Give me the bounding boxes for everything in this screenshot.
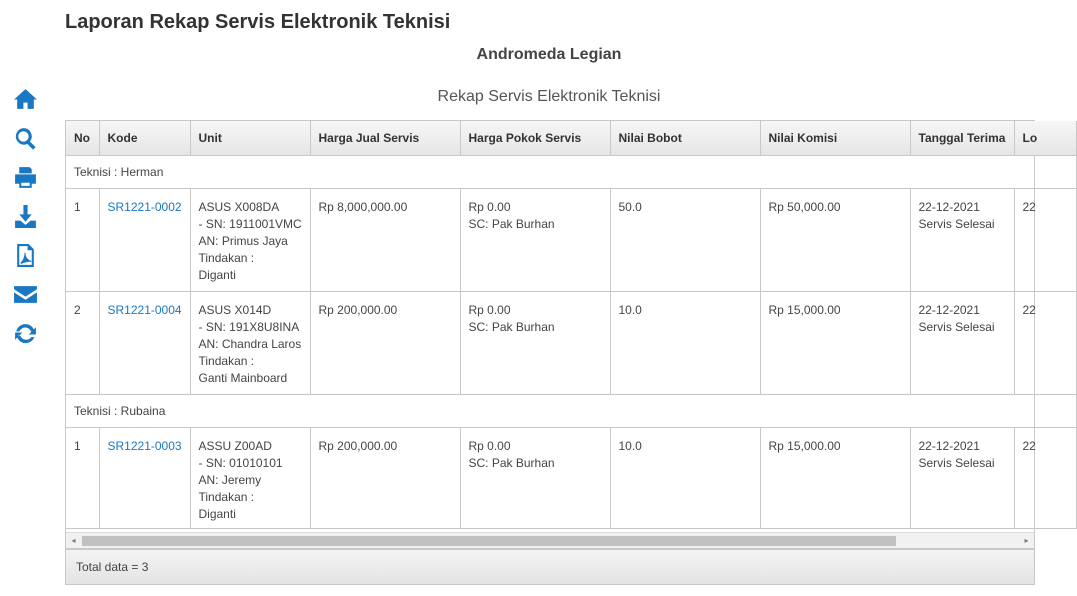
email-button[interactable] [10, 275, 40, 314]
tanggal-value: 22-12-2021 [918, 303, 980, 317]
col-header-harga-jual[interactable]: Harga Jual Servis [310, 121, 460, 156]
col-header-tanggal-terima[interactable]: Tanggal Terima [910, 121, 1014, 156]
cell-harga-pokok [460, 428, 610, 529]
harga-pokok-value: Rp 0.00 [468, 303, 511, 317]
cell-harga-pokok [460, 292, 610, 395]
cell-tanggal-terima [910, 292, 1014, 395]
group-row-herman [66, 156, 1076, 189]
group-row-rubaina [66, 395, 1076, 428]
harga-pokok-value: Rp 0.00 [468, 439, 511, 453]
horizontal-scrollbar[interactable] [66, 532, 1034, 548]
col-header-no[interactable]: No [66, 121, 99, 156]
group-label: Teknisi : Herman [66, 156, 1076, 189]
cell-kode [99, 292, 190, 395]
unit-owner: AN: Chandra Laros [198, 337, 302, 351]
cell-unit [190, 292, 310, 395]
cell-lo: 22 [1014, 292, 1076, 395]
home-button[interactable] [10, 80, 40, 119]
harga-pokok-value: Rp 0.00 [468, 200, 511, 214]
service-code-link[interactable]: SR1221-0002 [107, 200, 182, 214]
unit-action: Ganti Mainboard [198, 371, 288, 385]
cell-harga-jual: Rp 200,000.00 [310, 428, 460, 529]
scroll-right-icon[interactable]: ▸ [1024, 536, 1029, 545]
page-title: Laporan Rekap Servis Elektronik Teknisi [65, 11, 451, 33]
unit-model: ASSU Z00AD [198, 439, 272, 453]
download-icon [13, 204, 38, 229]
unit-serial: - SN: 1911001VMC [198, 217, 302, 231]
company-name: Andromeda Legian [476, 46, 622, 63]
cell-harga-jual: Rp 8,000,000.00 [310, 189, 460, 292]
side-toolbar [10, 80, 40, 353]
table-row [66, 292, 1076, 395]
col-header-nilai-bobot[interactable]: Nilai Bobot [610, 121, 760, 156]
refresh-button[interactable] [10, 314, 40, 353]
report-table [66, 121, 1077, 529]
report-title: Rekap Servis Elektronik Teknisi [437, 88, 661, 105]
unit-serial: - SN: 191X8U8INA [198, 320, 300, 334]
unit-serial: - SN: 01010101 [198, 456, 283, 470]
unit-owner: AN: Primus Jaya [198, 234, 288, 248]
harga-pokok-sc: SC: Pak Burhan [468, 217, 555, 231]
unit-action: Diganti [198, 507, 236, 521]
unit-owner: AN: Jeremy [198, 473, 262, 487]
unit-model: ASUS X014D [198, 303, 272, 317]
cell-tanggal-terima [910, 189, 1014, 292]
cell-harga-pokok [460, 189, 610, 292]
print-icon [13, 165, 38, 190]
status-value: Servis Selesai [918, 217, 995, 231]
cell-unit [190, 428, 310, 529]
cell-no: 2 [66, 292, 99, 395]
header-row [66, 121, 1076, 156]
refresh-icon [13, 321, 38, 346]
scroll-left-icon[interactable]: ◂ [71, 536, 76, 545]
harga-pokok-sc: SC: Pak Burhan [468, 456, 555, 470]
pdf-button[interactable] [10, 236, 40, 275]
cell-nilai-komisi: Rp 50,000.00 [760, 189, 910, 292]
status-value: Servis Selesai [918, 320, 995, 334]
unit-action-label: Tindakan : [198, 251, 255, 265]
cell-nilai-bobot: 10.0 [610, 428, 760, 529]
tanggal-value: 22-12-2021 [918, 200, 980, 214]
table-row [66, 189, 1076, 292]
home-icon [13, 87, 38, 112]
service-code-link[interactable]: SR1221-0003 [107, 439, 182, 453]
unit-model: ASUS X008DA [198, 200, 280, 214]
print-button[interactable] [10, 158, 40, 197]
cell-nilai-komisi: Rp 15,000.00 [760, 428, 910, 529]
cell-lo: 22 [1014, 189, 1076, 292]
cell-nilai-bobot: 50.0 [610, 189, 760, 292]
cell-lo: 22 [1014, 428, 1076, 529]
grid-footer [65, 549, 1035, 585]
cell-kode [99, 189, 190, 292]
search-icon [13, 126, 38, 151]
cell-nilai-komisi: Rp 15,000.00 [760, 292, 910, 395]
table-row [66, 428, 1076, 529]
unit-action: Diganti [198, 268, 236, 282]
status-value: Servis Selesai [918, 456, 995, 470]
pdf-icon [13, 243, 38, 268]
download-button[interactable] [10, 197, 40, 236]
col-header-lo[interactable]: Lo [1014, 121, 1076, 156]
cell-tanggal-terima [910, 428, 1014, 529]
unit-action-label: Tindakan : [198, 490, 255, 504]
col-header-unit[interactable]: Unit [190, 121, 310, 156]
service-code-link[interactable]: SR1221-0004 [107, 303, 182, 317]
cell-harga-jual: Rp 200,000.00 [310, 292, 460, 395]
col-header-kode[interactable]: Kode [99, 121, 190, 156]
report-grid [65, 120, 1038, 549]
cell-kode [99, 428, 190, 529]
col-header-harga-pokok[interactable]: Harga Pokok Servis [460, 121, 610, 156]
total-data-label: Total data = 3 [76, 560, 149, 574]
cell-unit [190, 189, 310, 292]
unit-action-label: Tindakan : [198, 354, 255, 368]
cell-no: 1 [66, 189, 99, 292]
email-icon [13, 282, 38, 307]
group-label: Teknisi : Rubaina [66, 395, 1076, 428]
col-header-nilai-komisi[interactable]: Nilai Komisi [760, 121, 910, 156]
scrollbar-thumb[interactable] [82, 536, 896, 546]
cell-nilai-bobot: 10.0 [610, 292, 760, 395]
tanggal-value: 22-12-2021 [918, 439, 980, 453]
cell-no: 1 [66, 428, 99, 529]
harga-pokok-sc: SC: Pak Burhan [468, 320, 555, 334]
search-button[interactable] [10, 119, 40, 158]
